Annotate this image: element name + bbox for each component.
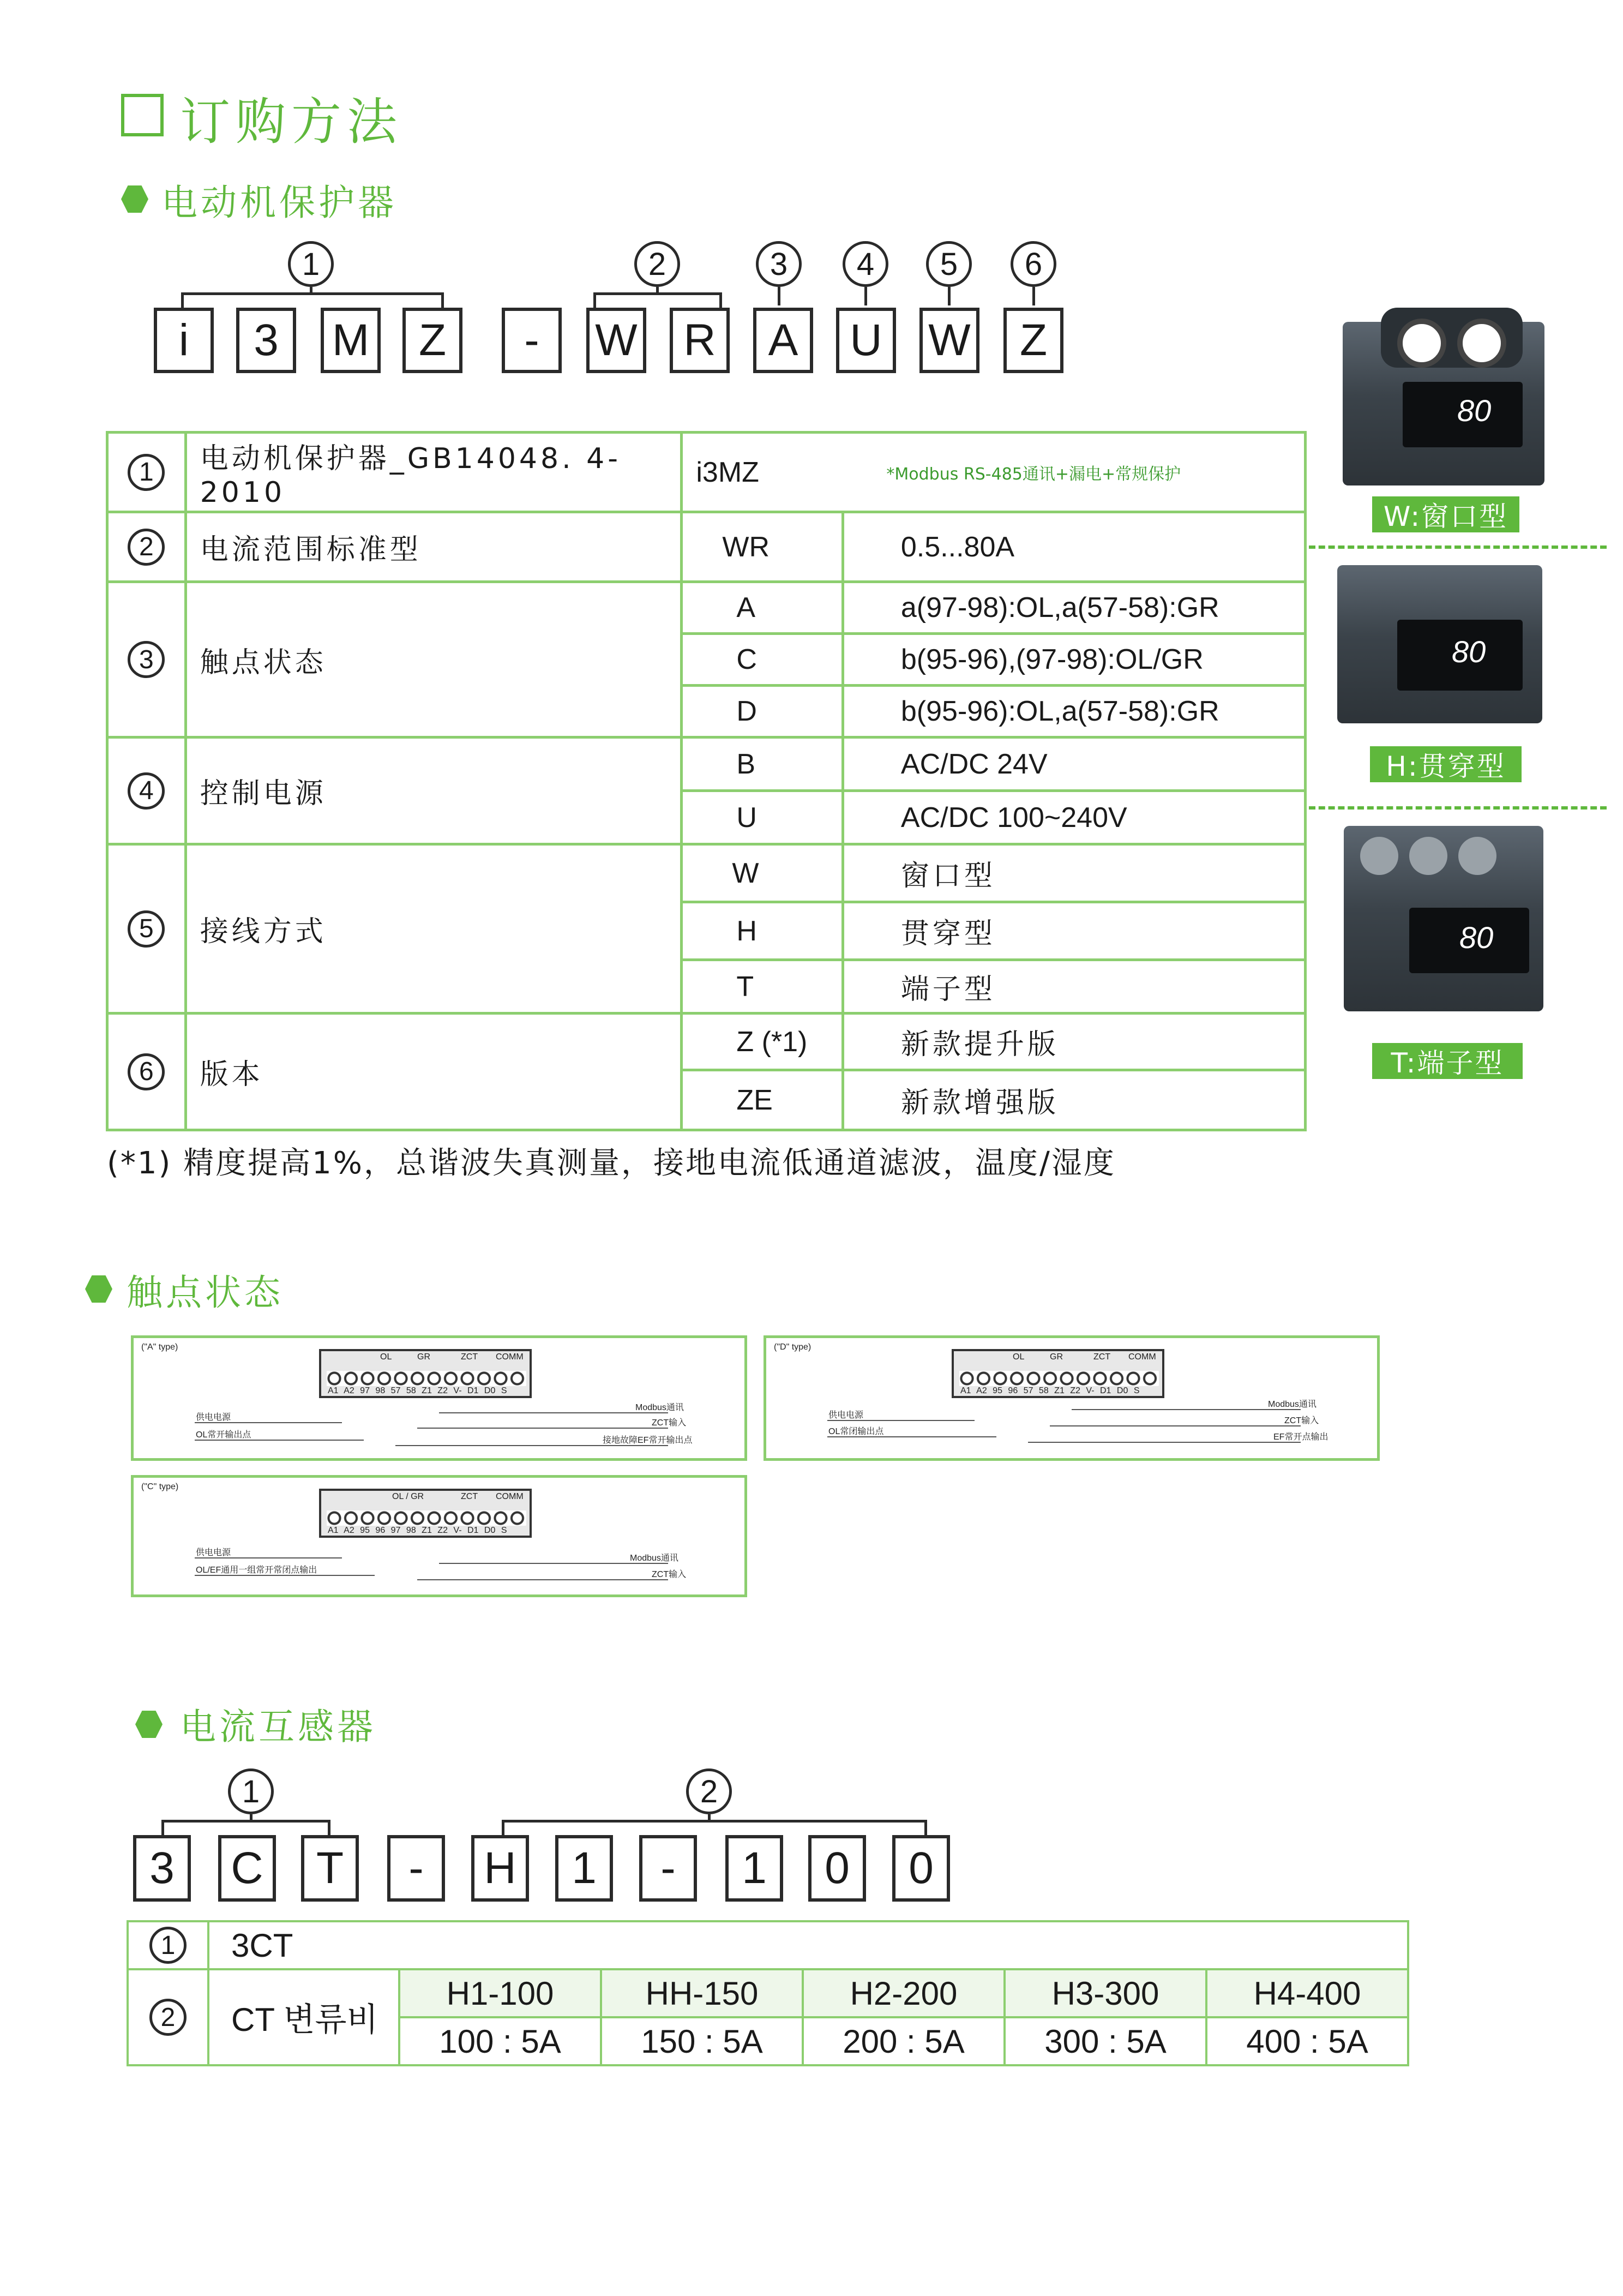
wire-label: 供电电源 [828, 1411, 864, 1420]
code-box: C [218, 1835, 276, 1902]
row-name: 触点状态 [185, 582, 682, 738]
code-bracket [502, 1820, 927, 1835]
option-code: W [682, 844, 843, 902]
wire-label: 供电电源 [196, 1413, 231, 1422]
row-num: 4 [128, 772, 165, 810]
option-code: ZE [682, 1070, 843, 1130]
wire [1050, 1425, 1301, 1426]
ct-table [127, 1920, 1409, 2066]
product-image-window [1343, 322, 1544, 485]
code-num: 2 [686, 1769, 732, 1814]
code-num: 5 [926, 241, 972, 287]
ct-ratio: 400 : 5A [1206, 2017, 1408, 2065]
wire [439, 1412, 668, 1413]
contact-panel-d [764, 1335, 1380, 1461]
row-num: 2 [149, 1999, 187, 2036]
display-screen [1403, 382, 1523, 447]
option-desc: b(95-96),(97-98):OL/GR [843, 634, 1305, 686]
terminal-labels: A1 A2 95 96 57 58 Z1 Z2 V- D1 D0 S [960, 1386, 1140, 1395]
row-num: 1 [128, 454, 165, 491]
row-num: 6 [128, 1053, 165, 1090]
option-code: T [682, 960, 843, 1014]
wire-label: ZCT输入 [652, 1418, 687, 1428]
option-desc: 贯穿型 [843, 902, 1305, 960]
code-box: 0 [892, 1835, 950, 1902]
row-desc: 0.5...80A [843, 512, 1305, 582]
row-name: 电动机保护器_GB14048. 4-2010 [185, 433, 682, 512]
code-box: T [301, 1835, 359, 1902]
terminal-labels: A1 A2 95 96 97 98 Z1 Z2 V- D1 D0 S [328, 1526, 507, 1535]
row-name: 接线方式 [185, 844, 682, 1014]
code-box: H [471, 1835, 529, 1902]
group-label: OL [1013, 1352, 1025, 1362]
wire-label: Modbus通讯 [630, 1554, 678, 1563]
wire-label: 供电电源 [196, 1548, 231, 1557]
wire [1028, 1442, 1301, 1443]
terminal-screws [327, 1510, 526, 1526]
bullet-hexagon-icon [121, 185, 148, 213]
wire-label: OL/EF通用一组常开常闭点输出 [196, 1566, 317, 1575]
product-label: W:窗口型 [1372, 496, 1519, 532]
code-box: i [154, 308, 214, 373]
row-name: 控制电源 [185, 738, 682, 844]
code-num: 2 [634, 241, 680, 287]
code-stem [708, 1814, 711, 1822]
code-num: 6 [1011, 241, 1056, 287]
code-num: 4 [843, 241, 888, 287]
product-image-through [1337, 565, 1542, 723]
code-box: 1 [555, 1835, 613, 1902]
code-box: U [836, 308, 896, 373]
table-row [107, 1014, 1306, 1070]
option-desc: a(97-98):OL,a(57-58):GR [843, 582, 1305, 634]
ct-model: HH-150 [601, 1969, 803, 2017]
window-hole-icon [1457, 319, 1506, 368]
table-row [107, 582, 1306, 634]
code-stem [864, 287, 867, 305]
row-num: 1 [149, 1927, 187, 1964]
row-name: CT 변류비 [208, 1969, 399, 2065]
row-name: 版本 [185, 1014, 682, 1130]
option-desc: 端子型 [843, 960, 1305, 1014]
group-label: OL / GR [392, 1492, 424, 1501]
option-code: C [682, 634, 843, 686]
code-box: 1 [725, 1835, 783, 1902]
group-label: GR [1050, 1352, 1063, 1362]
ct-ratio: 150 : 5A [601, 2017, 803, 2065]
wire-label: Modbus通讯 [635, 1403, 684, 1412]
group-label: COMM [1128, 1352, 1156, 1362]
terminal-screws [959, 1371, 1159, 1386]
code-box: 0 [808, 1835, 866, 1902]
panel-type: ("D" type) [774, 1342, 812, 1352]
code-box: Z [1003, 308, 1063, 373]
option-code: B [682, 738, 843, 791]
section-title-contact: 触点状态 [127, 1272, 284, 1314]
option-code: D [682, 686, 843, 738]
option-desc: 新款增强版 [843, 1070, 1305, 1130]
ct-model: H1-100 [399, 1969, 601, 2017]
table-row [128, 1969, 1408, 2017]
group-label: ZCT [461, 1492, 478, 1501]
ct-ratio: 100 : 5A [399, 2017, 601, 2065]
option-desc: 新款提升版 [843, 1014, 1305, 1070]
code-box: 3 [133, 1835, 191, 1902]
terminal-block [952, 1349, 1164, 1398]
table-row [107, 738, 1306, 791]
row-num: 2 [128, 529, 165, 566]
group-label: OL [380, 1352, 392, 1362]
code-stem [1032, 287, 1035, 305]
code-stem [656, 287, 659, 295]
divider [1309, 806, 1607, 810]
footnote: (*1) 精度提高1%，总谐波失真测量，接地电流低通道滤波，温度/湿度 [107, 1146, 1116, 1181]
code-box: W [586, 308, 646, 373]
code-stem [250, 1814, 253, 1822]
terminal-screws [327, 1371, 526, 1386]
page-title: 订购方法 [180, 93, 403, 151]
section-title-ct: 电流互感器 [180, 1706, 376, 1748]
ct-model: H3-300 [1005, 1969, 1206, 2017]
terminal-labels: A1 A2 97 98 57 58 Z1 Z2 V- D1 D0 S [328, 1386, 507, 1395]
table-row [128, 1921, 1408, 1969]
row-code: i3MZ [682, 433, 843, 512]
wire [417, 1428, 668, 1429]
wire-label: OL常开输出点 [196, 1430, 251, 1440]
display-value: 80 [1457, 393, 1492, 428]
wire [1072, 1409, 1301, 1410]
code-num: 1 [288, 241, 334, 287]
ct-model: H2-200 [803, 1969, 1005, 2017]
contact-panel-c [131, 1475, 747, 1597]
code-stem [310, 287, 312, 295]
window-hole-icon [1397, 319, 1446, 368]
code-box: R [670, 308, 730, 373]
wire-label: OL常闭输出点 [828, 1427, 884, 1436]
row-desc: *Modbus RS-485通讯+漏电+常规保护 [843, 433, 1305, 512]
option-code: H [682, 902, 843, 960]
row-name: 电流范围标准型 [185, 512, 682, 582]
divider [1309, 545, 1607, 549]
terminal-screw-icon [1409, 837, 1447, 875]
group-label: ZCT [461, 1352, 478, 1362]
terminal-screw-icon [1360, 837, 1398, 875]
code-box: W [919, 308, 979, 373]
terminal-screw-icon [1458, 837, 1496, 875]
panel-type: ("A" type) [141, 1342, 178, 1352]
bullet-hexagon-icon [135, 1711, 163, 1738]
table-row [107, 512, 1306, 582]
table-row [107, 433, 1306, 512]
code-box: 3 [236, 308, 296, 373]
ordering-table [106, 431, 1307, 1131]
row-code: WR [682, 512, 843, 582]
panel-type: ("C" type) [141, 1482, 179, 1491]
group-label: ZCT [1093, 1352, 1111, 1362]
option-desc: AC/DC 100~240V [843, 791, 1305, 844]
product-label: T:端子型 [1372, 1043, 1523, 1079]
group-label: COMM [496, 1492, 524, 1501]
wire-label: 接地故障EF常开输出点 [603, 1436, 693, 1445]
option-code: Z (*1) [682, 1014, 843, 1070]
wire-label: ZCT输入 [1284, 1416, 1319, 1425]
code-box: Z [402, 308, 462, 373]
row-name: 3CT [208, 1921, 1408, 1969]
code-box: A [753, 308, 813, 373]
code-num: 3 [756, 241, 802, 287]
option-desc: 窗口型 [843, 844, 1305, 902]
ct-ratio: 200 : 5A [803, 2017, 1005, 2065]
option-code: A [682, 582, 843, 634]
wire-label: EF常开点输出 [1273, 1432, 1329, 1442]
wire-label: ZCT输入 [652, 1570, 687, 1579]
section-title-motor: 电动机保护器 [161, 182, 397, 224]
code-box: M [321, 308, 381, 373]
code-stem [948, 287, 951, 305]
display-screen [1409, 908, 1529, 973]
group-label: COMM [496, 1352, 524, 1362]
product-label: H:贯穿型 [1370, 746, 1522, 782]
wire [417, 1579, 668, 1580]
ct-ratio: 300 : 5A [1005, 2017, 1206, 2065]
title-square-icon [121, 94, 164, 136]
code-bracket [593, 292, 722, 309]
code-bracket [161, 1820, 330, 1835]
option-desc: AC/DC 24V [843, 738, 1305, 791]
table-row [107, 844, 1306, 902]
ct-model: H4-400 [1206, 1969, 1408, 2017]
terminal-block [319, 1489, 532, 1538]
bullet-hexagon-icon [85, 1275, 112, 1303]
row-num: 3 [128, 641, 165, 678]
contact-panel-a [131, 1335, 747, 1461]
code-box: - [387, 1835, 445, 1902]
display-screen [1397, 620, 1523, 691]
option-desc: b(95-96):OL,a(57-58):GR [843, 686, 1305, 738]
terminal-block [319, 1349, 532, 1398]
code-box: - [639, 1835, 697, 1902]
display-value: 80 [1459, 920, 1494, 955]
code-num: 1 [228, 1769, 274, 1814]
code-stem [778, 287, 780, 305]
group-label: GR [417, 1352, 430, 1362]
product-image-terminal [1344, 826, 1543, 1011]
option-code: U [682, 791, 843, 844]
code-box: - [502, 308, 562, 373]
wire-label: Modbus通讯 [1268, 1400, 1317, 1409]
display-value: 80 [1452, 634, 1486, 669]
row-num: 5 [128, 910, 165, 948]
code-bracket [181, 292, 444, 309]
